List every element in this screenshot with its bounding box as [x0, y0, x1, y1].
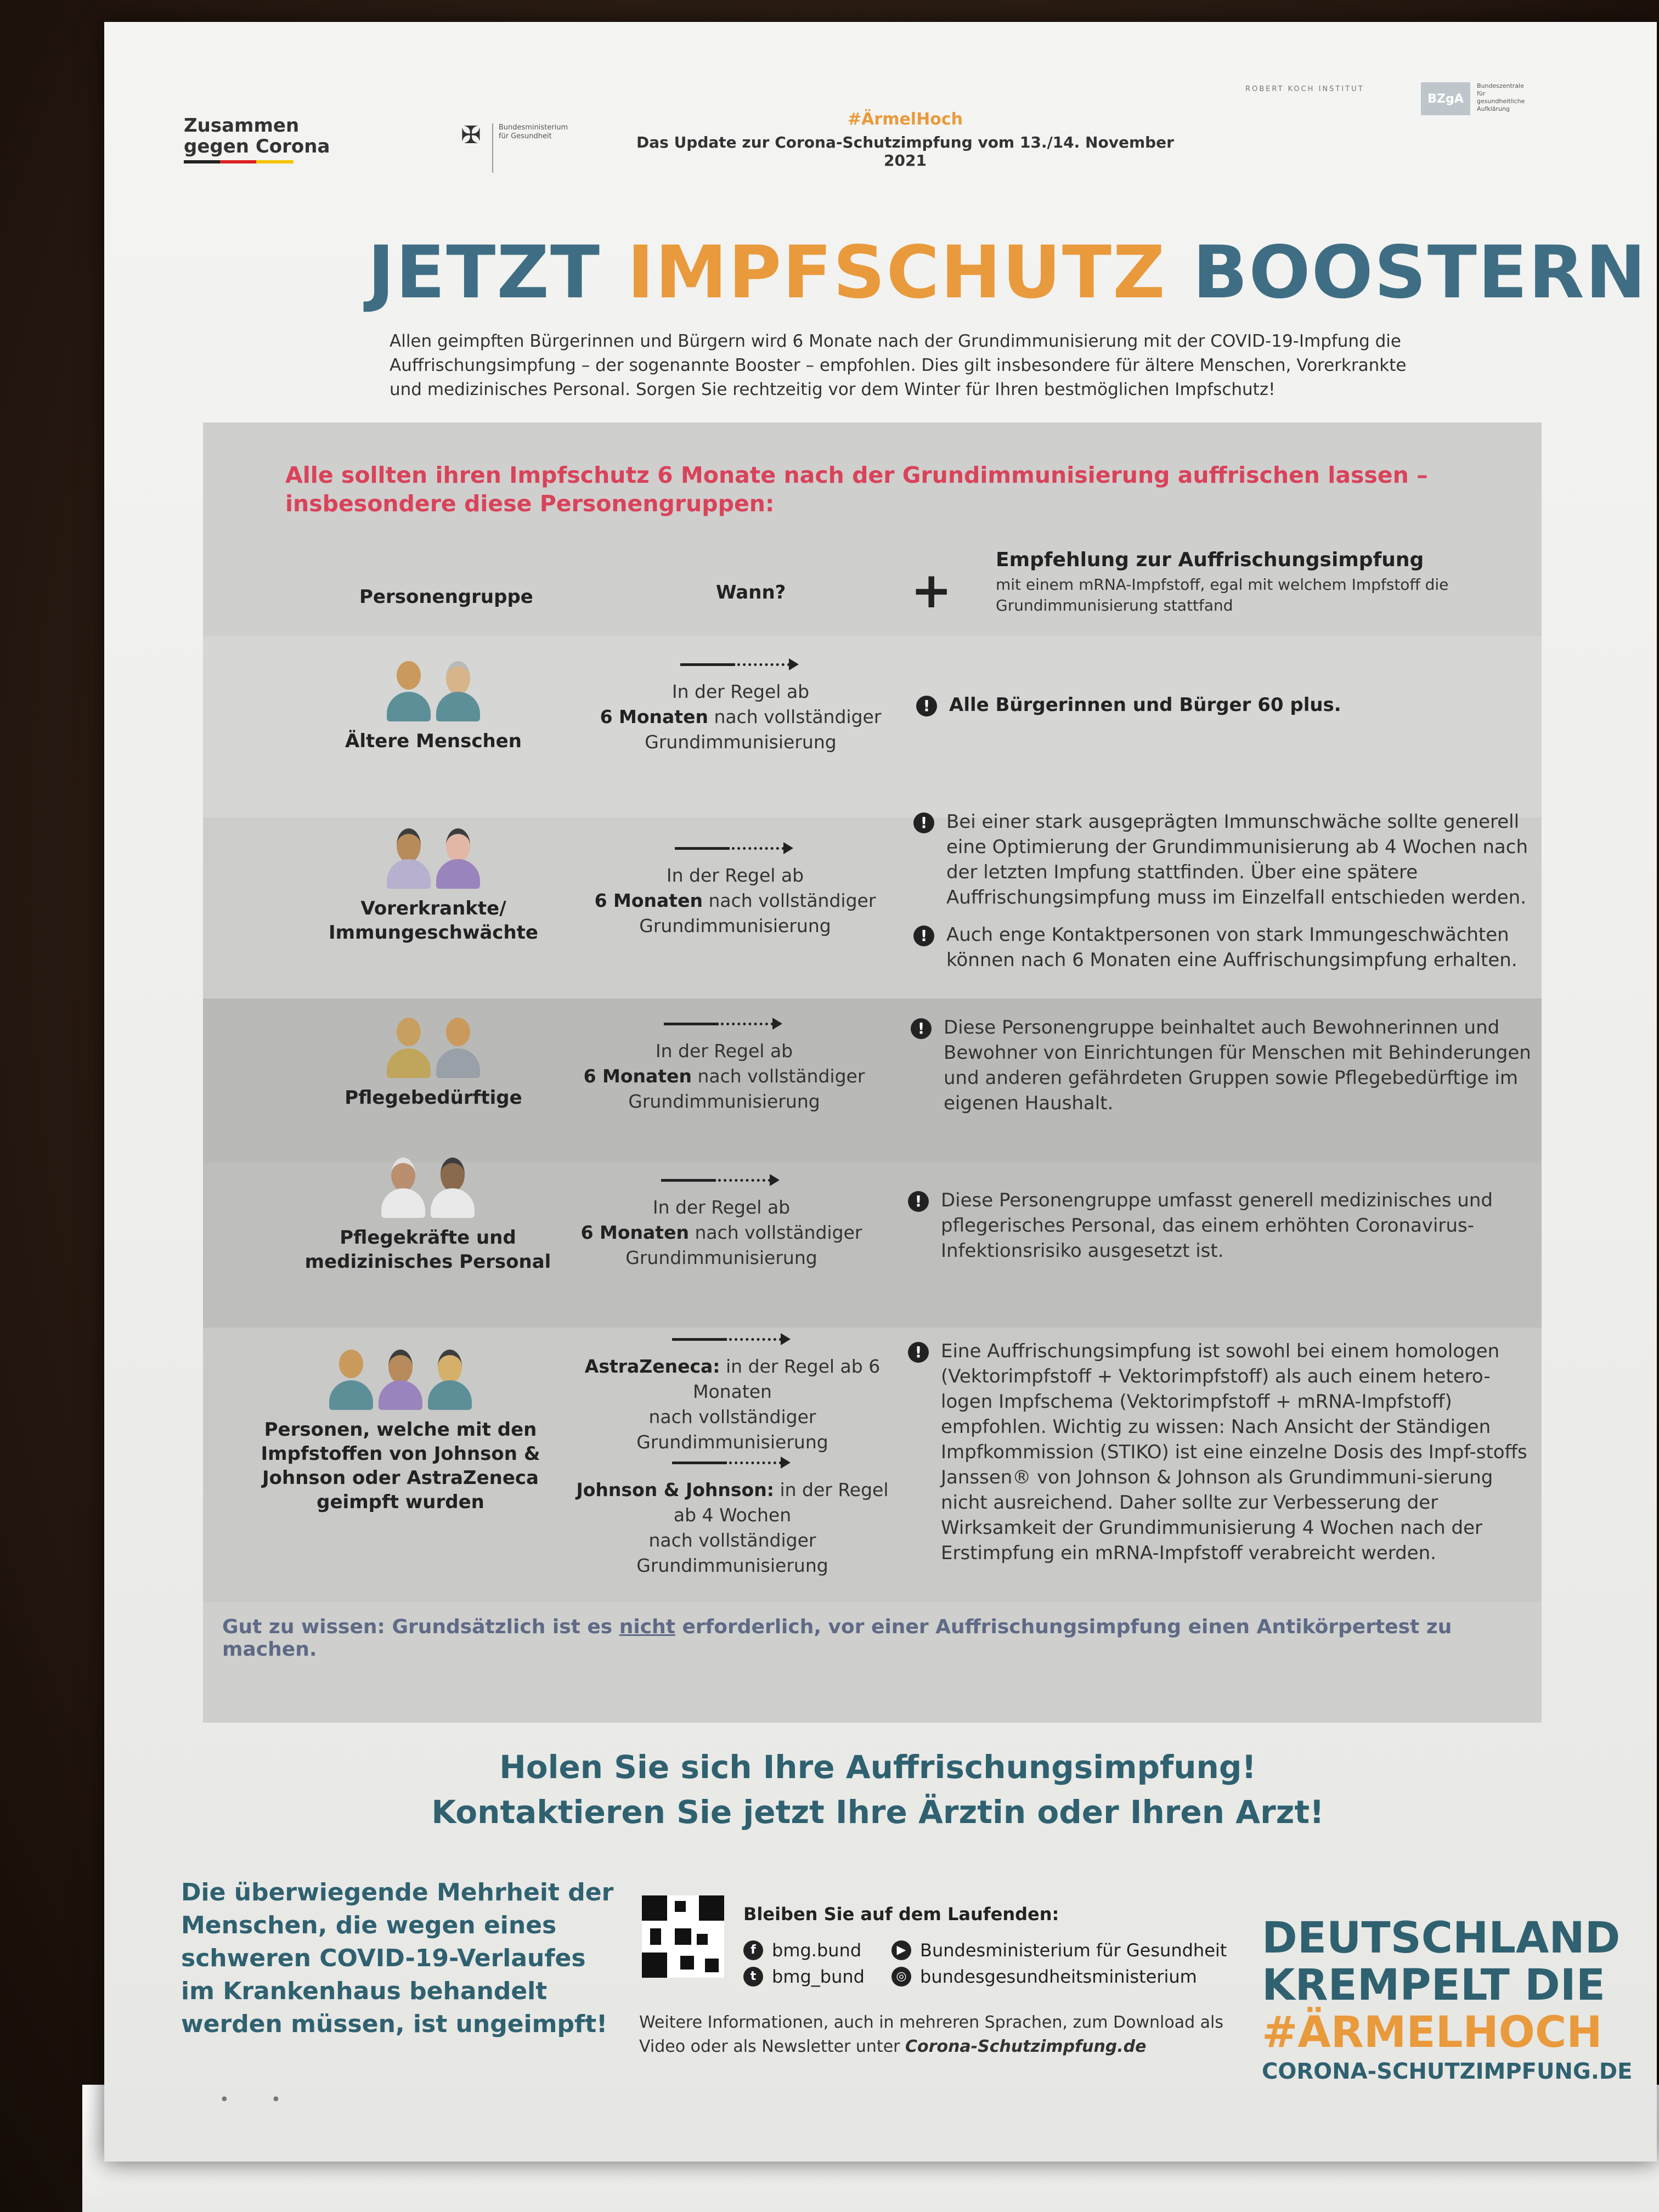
logo-rki: ROBERT KOCH INSTITUT	[1245, 85, 1364, 93]
arrow-icon	[664, 1018, 785, 1029]
person-icon	[387, 828, 431, 889]
exclamation-icon: !	[916, 696, 937, 716]
when-cell: AstraZeneca: in der Regel ab 6 Monaten nach vollständiger Grundimmunisierung	[562, 1333, 902, 1455]
person-icon	[381, 1158, 425, 1218]
youtube-link[interactable]: ▶ Bundesministerium für Gesundheit	[891, 1940, 1243, 1961]
person-group-medical-staff: Pflegekräfte und medizinisches Personal	[285, 1158, 571, 1274]
qr-code[interactable]	[642, 1895, 724, 1978]
person-icon	[436, 828, 480, 889]
website-link[interactable]: Corona-Schutzimpfung.de	[905, 2037, 1147, 2056]
arrow-icon	[680, 658, 801, 669]
header-update: Das Update zur Corona-Schutzimpfung vom 13./14. November 2021	[636, 133, 1174, 170]
person-group-elderly: Ältere Menschen	[307, 661, 560, 753]
col-header-group: Personengruppe	[359, 586, 533, 608]
person-group-preexisting: Vorerkrankte/ Immungeschwächte	[307, 828, 560, 945]
exclamation-icon: !	[913, 812, 934, 833]
more-info: Weitere Informationen, auch in mehreren Sprachen, zum Download als Video oder als Newsletter unter Corona-Schutzimpfung.de	[639, 2013, 1223, 2056]
instagram-link[interactable]: ◎ bundesgesundheitsministerium	[891, 1966, 1243, 1987]
header-center	[631, 110, 1180, 170]
instagram-icon: ◎	[891, 1967, 911, 1987]
col-header-recommendation: Empfehlung zur Auffrischungsimpfung mit einem mRNA-Impfstoff, egal mit welchem Impfstoff die Grundimmunisierung stattfand	[996, 549, 1449, 614]
intro-text: Allen geimpften Bürgerinnen und Bürgern wird 6 Monate nach der Grundimmunisierung mit der COVID-19-Impfung die Auffrischungsimpfung – der sogenannte Booster – empfohlen. Dies gilt insbesondere für ältere Menschen, Vorerkrankte und medizinisches Personal. Sorgen Sie rechtzeitig vor dem Winter für Ihren bestmöglichen Impfschutz!	[390, 331, 1407, 399]
flag-bar	[184, 160, 294, 163]
facebook-icon: f	[743, 1940, 763, 1960]
youtube-icon: ▶	[891, 1940, 911, 1960]
call-to-action: Holen Sie sich Ihre Auffrischungsimpfung! Kontaktieren Sie jetzt Ihre Ärztin oder Ihren Arzt!	[431, 1748, 1324, 1831]
twitter-link[interactable]: t bmg_bund	[743, 1966, 891, 1987]
logo-bzga: BZgA Bundeszentrale für gesundheitliche Aufklärung	[1421, 82, 1537, 115]
good-to-know: Gut zu wissen: Grundsätzlich ist es nicht erforderlich, vor einer Auffrischungsimpfung einen Antikörpertest zu machen.	[222, 1616, 1452, 1661]
exclamation-icon: !	[908, 1191, 929, 1212]
plus-icon: +	[911, 562, 952, 619]
facebook-link[interactable]: f bmg.bund	[743, 1940, 891, 1961]
logo-zusammen-gegen-corona: Zusammen gegen Corona	[184, 115, 330, 163]
when-cell: Johnson & Johnson: in der Regel ab 4 Wochen nach vollständiger Grundimmunisierung	[562, 1457, 902, 1578]
recommendation-cell: ! Alle Bürgerinnen und Bürger 60 plus.	[916, 692, 1547, 730]
person-icon	[387, 1018, 431, 1078]
exclamation-icon: !	[913, 926, 934, 946]
when-cell: In der Regel ab 6 Monaten nach vollständiger Grundimmunisierung	[565, 842, 905, 939]
person-icon	[436, 1018, 480, 1078]
recommendation-cell: ! Diese Personengruppe beinhaltet auch Bewohnerinnen und Bewohner von Einrichtungen für Menschen mit Behinderungen und anderen gefährdeten Gruppen sowie Pflegebedürftige im eigenen Haushalt.	[911, 1015, 1542, 1128]
when-cell: In der Regel ab 6 Monaten nach vollständiger Grundimmunisierung	[551, 1174, 891, 1271]
person-icon	[431, 1158, 475, 1218]
panel-title: Alle sollten ihren Impfschutz 6 Monate nach der Grundimmunisierung auffrischen lassen – insbesondere diese Personengruppen:	[285, 462, 1428, 517]
person-group-care-dependent: Pflegebedürftige	[307, 1018, 560, 1110]
logo-bmg: ✠ Bundesministerium für Gesundheit	[461, 123, 568, 173]
header-hashtag: #ÄrmelHoch	[848, 110, 963, 129]
arrow-icon	[672, 1333, 793, 1344]
eagle-icon: ✠	[461, 121, 481, 149]
headline: JETZT IMPFSCHUTZ BOOSTERN	[368, 230, 1647, 315]
campaign-brand: DEUTSCHLAND KREMPELT DIE #ÄRMELHOCH CORONA-SCHUTZIMPFUNG.DE	[1262, 1914, 1633, 2084]
person-group-vector-vaccinated: Personen, welche mit den Impfstoffen von Johnson & Johnson oder AstraZeneca geimpft wurden	[252, 1350, 549, 1514]
twitter-icon: t	[743, 1967, 763, 1987]
paper-texture: • •	[219, 2090, 281, 2109]
col-header-when: Wann?	[716, 582, 786, 603]
arrow-icon	[661, 1174, 782, 1185]
arrow-icon	[672, 1457, 793, 1468]
person-icon	[436, 661, 480, 721]
arrow-icon	[675, 842, 795, 853]
social-links: Bleiben Sie auf dem Laufenden: f bmg.bund ▶ Bundesministerium für Gesundheit t bmg_bund ◎ bundesgesundheitsministerium	[743, 1904, 1259, 1987]
person-icon	[379, 1350, 422, 1410]
recommendation-cell: ! Eine Auffrischungsimpfung ist sowohl bei einem homologen (Vektorimpfstoff + Vektorimpfstoff) als auch einem hetero-logen Impfschema (Vektorimpfstoff + mRNA-Impfstoff) empfohlen. Wichtig zu wissen: Nach Ansicht der Ständigen Impfkommission (STIKO) ist eine einzelne Dosis des Impf-stoffs Janssen® von Johnson & Johnson als Grundimmuni-sierung nicht ausreichend. Daher sollte zur Verbesserung der Wirksamkeit der Grundimmunisierung 4 Wochen nach der Erstimpfung ein mRNA-Impfstoff verabreicht werden.	[908, 1339, 1539, 1578]
recommendation-cell: ! Bei einer stark ausgeprägten Immunschwäche sollte generell eine Optimierung der Grundimmunisierung ab 4 Wochen nach der letzten Impfung stattfinden. Über eine spätere Auffrischungsimpfung muss im Einzelfall entschieden werden. ! Auch enge Kontaktpersonen von stark Immungeschwächten können nach 6 Monaten eine Auffrischungsimpfung erhalten.	[913, 809, 1544, 985]
person-icon	[329, 1350, 373, 1410]
exclamation-icon: !	[911, 1018, 932, 1039]
person-icon	[428, 1350, 472, 1410]
person-icon	[387, 661, 431, 721]
when-cell: In der Regel ab 6 Monaten nach vollständiger Grundimmunisierung	[571, 658, 911, 755]
majority-statement: Die überwiegende Mehrheit der Menschen, die wegen eines schweren COVID-19-Verlaufes im Krankenhaus behandelt werden müssen, ist ungeimpft!	[181, 1878, 614, 2038]
exclamation-icon: !	[908, 1342, 929, 1363]
when-cell: In der Regel ab 6 Monaten nach vollständiger Grundimmunisierung	[554, 1018, 894, 1114]
recommendation-cell: ! Diese Personengruppe umfasst generell medizinisches und pflegerisches Personal, das einem erhöhten Coronavirus-Infektionsrisiko ausgesetzt ist.	[908, 1188, 1539, 1276]
